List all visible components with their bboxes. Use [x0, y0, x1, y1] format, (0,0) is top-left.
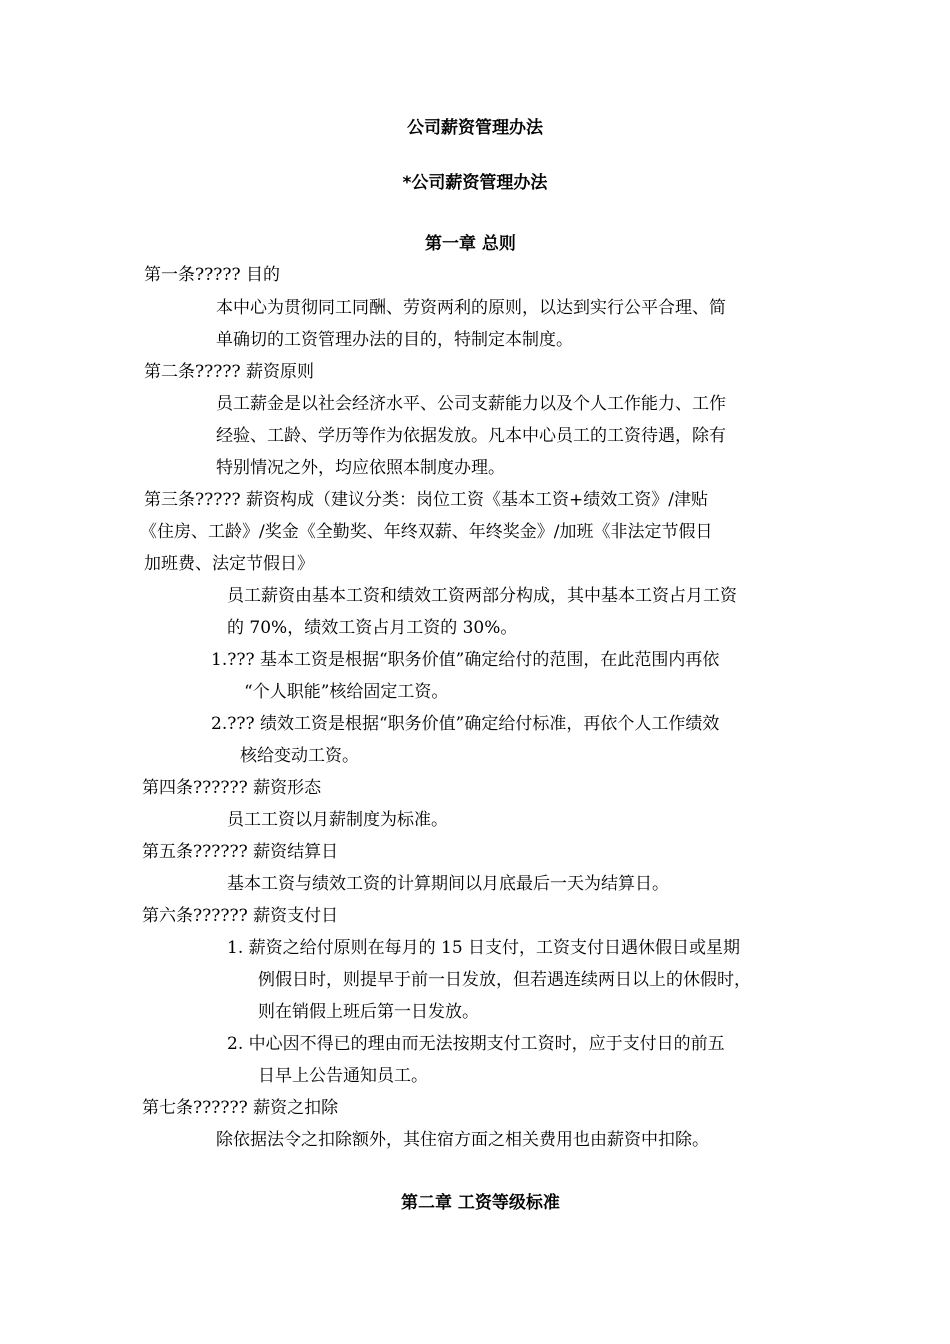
- article-paragraph: 单确切的工资管理办法的目的，特制定本制度。: [216, 330, 573, 350]
- article-heading: 《住房、工龄》/奖金《全勤奖、年终双薪、年终奖金》/加班《非法定节假日: [140, 522, 713, 542]
- article-heading: 第三条????? 薪资构成（建议分类：岗位工资《基本工资+绩效工资》/津贴: [144, 490, 708, 510]
- article-paragraph: 本中心为贯彻同工同酬、劳资两利的原则，以达到实行公平合理、简: [216, 298, 726, 318]
- list-item: 核给变动工资。: [240, 746, 359, 766]
- list-item: 则在销假上班后第一日发放。: [258, 1002, 479, 1022]
- article-heading: 第一条????? 目的: [144, 265, 280, 285]
- article-heading: 加班费、法定节假日》: [144, 554, 314, 574]
- article-heading: 第七条?????? 薪资之扣除: [142, 1098, 339, 1118]
- list-item: 例假日时，则提早于前一日发放，但若遇连续两日以上的休假时，: [258, 970, 751, 990]
- article-paragraph: 除依据法令之扣除额外，其住宿方面之相关费用也由薪资中扣除。: [216, 1130, 709, 1150]
- article-heading: 第四条?????? 薪资形态: [142, 778, 322, 798]
- article-paragraph: 经验、工龄、学历等作为依据发放。凡本中心员工的工资待遇，除有: [216, 426, 726, 446]
- chapter-heading: 第一章 总则: [425, 234, 516, 254]
- list-item: 1.??? 基本工资是根据“职务价值”确定给付的范围，在此范围内再依: [211, 650, 720, 670]
- article-paragraph: 员工薪资由基本工资和绩效工资两部分构成，其中基本工资占月工资: [227, 586, 737, 606]
- chapter-heading: 第二章 工资等级标准: [401, 1193, 560, 1213]
- document-subtitle: *公司薪资管理办法: [402, 173, 548, 193]
- document-title: 公司薪资管理办法: [407, 118, 543, 138]
- list-item: 2. 中心因不得已的理由而无法按期支付工资时，应于支付日的前五: [227, 1034, 725, 1054]
- article-paragraph: 特别情况之外，均应依照本制度办理。: [216, 458, 505, 478]
- list-item: 日早上公告通知员工。: [258, 1066, 428, 1086]
- article-paragraph: 员工工资以月薪制度为标准。: [227, 810, 448, 830]
- article-heading: 第五条?????? 薪资结算日: [142, 842, 339, 862]
- list-item: “个人职能”核给固定工资。: [244, 682, 449, 702]
- article-paragraph: 的 70%，绩效工资占月工资的 30%。: [227, 618, 518, 638]
- article-paragraph: 基本工资与绩效工资的计算期间以月底最后一天为结算日。: [227, 874, 669, 894]
- article-paragraph: 员工薪金是以社会经济水平、公司支薪能力以及个人工作能力、工作: [216, 394, 726, 414]
- article-heading: 第六条?????? 薪资支付日: [142, 906, 339, 926]
- list-item: 2.??? 绩效工资是根据“职务价值”确定给付标准，再依个人工作绩效: [211, 714, 720, 734]
- article-heading: 第二条????? 薪资原则: [144, 362, 314, 382]
- list-item: 1. 薪资之给付原则在每月的 15 日支付，工资支付日遇休假日或星期: [227, 938, 741, 958]
